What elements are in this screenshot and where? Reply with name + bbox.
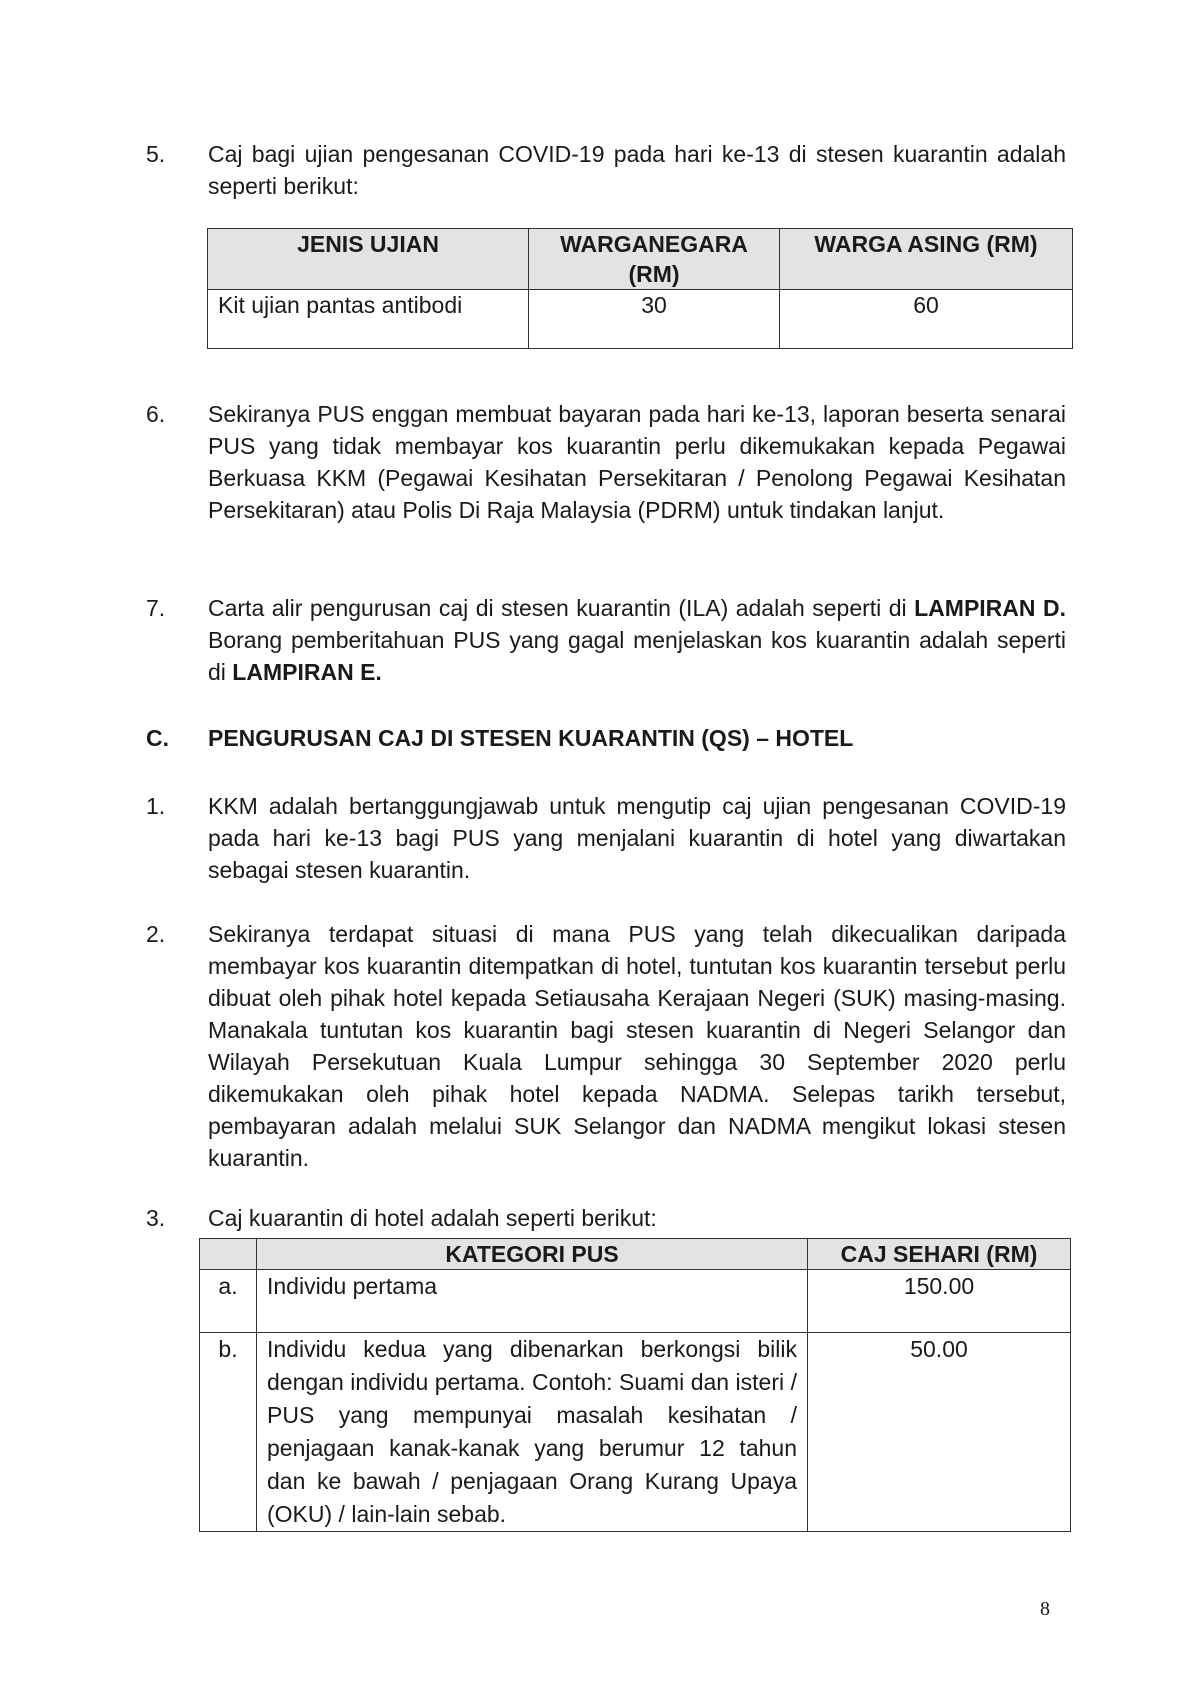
paragraph-b6 xyxy=(146,398,1066,526)
table-row xyxy=(208,290,1073,349)
column-header xyxy=(200,1239,257,1270)
charge-cell: 150.00 xyxy=(808,1270,1071,1333)
table-cell: 30 xyxy=(529,290,780,349)
appendix-reference: LAMPIRAN E. xyxy=(232,659,382,685)
row-index: b. xyxy=(200,1333,257,1532)
paragraph-text: Caj kuarantin di hotel adalah seperti berikut: xyxy=(208,1205,657,1231)
charge-cell: 50.00 xyxy=(808,1333,1071,1532)
column-header: JENIS UJIAN xyxy=(208,229,529,290)
category-cell: Individu kedua yang dibenarkan berkongsi bilik dengan individu pertama. Contoh: Suami dan isteri / PUS yang mempunyai masalah kesihatan / penjagaan kanak-kanak yang berumur 12 tahun dan ke bawah / penjagaan Orang Kurang Upaya (OKU) / lain-lain sebab. xyxy=(257,1333,808,1532)
paragraph-number: 1. xyxy=(146,793,166,819)
paragraph-number: 3. xyxy=(146,1205,166,1231)
section-title: PENGURUSAN CAJ DI STESEN KUARANTIN (QS) – HOTEL xyxy=(208,725,854,751)
paragraph-number: 7. xyxy=(146,595,166,621)
category-cell: Individu pertama xyxy=(257,1270,808,1333)
paragraph-number: 5. xyxy=(146,141,166,167)
appendix-reference: LAMPIRAN D. xyxy=(914,595,1066,621)
paragraph-c1 xyxy=(146,790,1066,886)
column-header: CAJ SEHARI (RM) xyxy=(808,1239,1071,1270)
paragraph-c2 xyxy=(146,918,1066,1174)
page-number: 8 xyxy=(1040,1598,1050,1620)
text-run: Carta alir pengurusan caj di stesen kuarantin (ILA) adalah seperti di xyxy=(208,595,915,621)
table-cell: 60 xyxy=(780,290,1073,349)
text-run: Borang pemberitahuan PUS yang gagal menjelaskan kos kuarantin adalah seperti di xyxy=(208,627,1066,685)
paragraph-text: KKM adalah bertanggungjawab untuk mengutip caj ujian pengesanan COVID-19 pada hari ke-13 bagi PUS yang menjalani kuarantin di hotel yang diwartakan sebagai stesen kuarantin. xyxy=(208,793,1066,883)
column-header: WARGANEGARA (RM) xyxy=(529,229,780,290)
table-row xyxy=(200,1270,1071,1333)
covid-test-charge-table xyxy=(207,228,1073,349)
table-header-row xyxy=(200,1239,1071,1270)
paragraph-number: 2. xyxy=(146,921,166,947)
table-cell: Kit ujian pantas antibodi xyxy=(208,290,529,349)
table-row xyxy=(200,1333,1071,1532)
paragraph-b7 xyxy=(146,592,1066,688)
paragraph-number: 6. xyxy=(146,401,166,427)
column-header: WARGA ASING (RM) xyxy=(780,229,1073,290)
paragraph-text: Sekiranya terdapat situasi di mana PUS yang telah dikecualikan daripada membayar kos kuarantin ditempatkan di hotel, tuntutan kos kuarantin tersebut perlu dibuat oleh pihak hotel kepada Setiausaha Kerajaan Negeri (SUK) masing-masing. Manakala tuntutan kos kuarantin bagi stesen kuarantin di Negeri Selangor dan Wilayah Persekutuan Kuala Lumpur sehingga 30 September 2020 perlu dikemukakan oleh pihak hotel kepada NADMA. Selepas tarikh tersebut, pembayaran adalah melalui SUK Selangor dan NADMA mengikut lokasi stesen kuarantin. xyxy=(208,921,1066,1171)
paragraph-c3 xyxy=(146,1202,1066,1234)
paragraph-b5 xyxy=(146,138,1066,202)
paragraph-text: Caj bagi ujian pengesanan COVID-19 pada hari ke-13 di stesen kuarantin adalah seperti berikut: xyxy=(208,141,1066,199)
paragraph-text: Sekiranya PUS enggan membuat bayaran pada hari ke-13, laporan beserta senarai PUS yang tidak membayar kos kuarantin perlu dikemukakan kepada Pegawai Berkuasa KKM (Pegawai Kesihatan Persekitaran / Penolong Pegawai Kesihatan Persekitaran) atau Polis Di Raja Malaysia (PDRM) untuk tindakan lanjut. xyxy=(208,401,1066,523)
section-heading-c xyxy=(146,722,1066,754)
column-header: KATEGORI PUS xyxy=(257,1239,808,1270)
hotel-quarantine-charge-table xyxy=(199,1238,1071,1532)
paragraph-text xyxy=(208,592,1066,688)
section-number: C. xyxy=(146,725,169,751)
table-header-row xyxy=(208,229,1073,290)
row-index: a. xyxy=(200,1270,257,1333)
